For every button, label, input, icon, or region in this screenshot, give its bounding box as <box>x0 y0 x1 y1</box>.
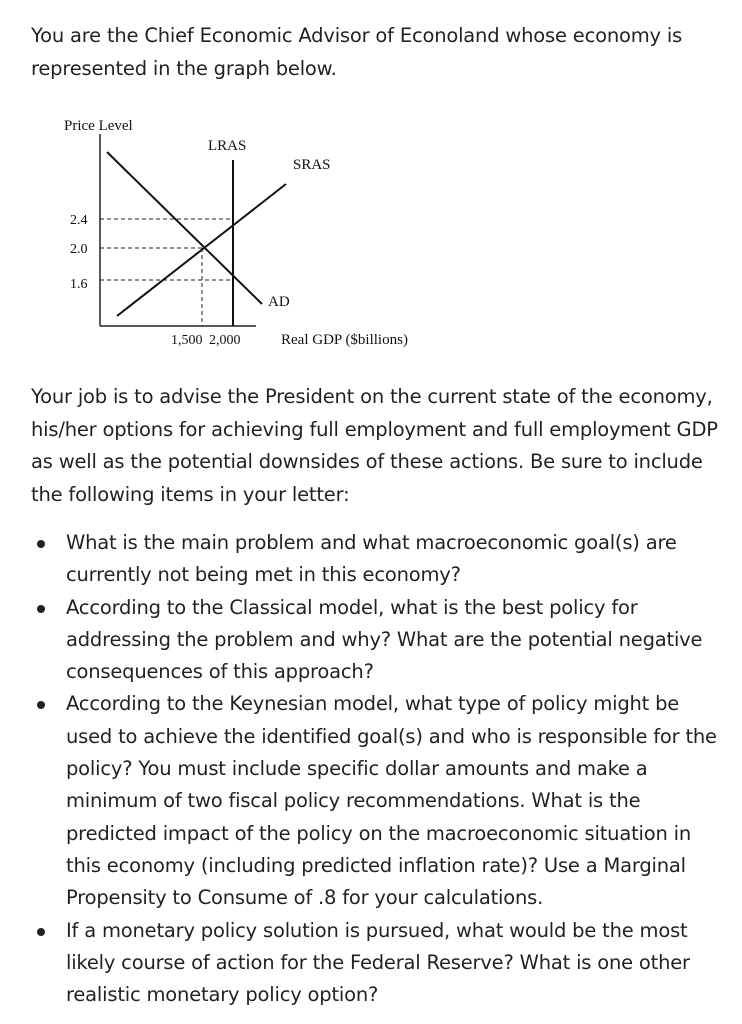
bullet-icon <box>37 701 45 709</box>
job-paragraph: Your job is to advise the President on the current state of the economy, his/her options for achieving full employment and full employment GDP as well as the potential downsides of these actions. Be sure to include the following items in your letter: <box>31 385 718 506</box>
bullet-icon <box>37 605 45 613</box>
list-item <box>0 688 742 914</box>
list-item <box>0 527 742 592</box>
sras-line <box>117 184 286 316</box>
list-item-text: According to the Keynesian model, what type of policy might be used to achieve the identified goal(s) and who is responsible for the policy? You must include specific dollar amounts and make a minimum of two fiscal policy recommendations. What is the predicted impact of the policy on the macroeconomic situation in this economy (including predicted inflation rate)? Use a Marginal Propensity to Consume of .8 for your calculations. <box>66 692 717 910</box>
list-item-text: According to the Classical model, what is the best policy for addressing the problem and why? What are the potential negative consequences of this approach? <box>66 595 703 684</box>
ad-line <box>107 152 262 304</box>
y-tick-label: 1.6 <box>70 277 88 292</box>
bullet-icon <box>37 928 45 936</box>
x-tick-label: 1,500 <box>171 333 203 348</box>
lras-label: LRAS <box>208 138 247 154</box>
requirements-list <box>0 527 742 1011</box>
x-tick-label: 2,000 <box>209 333 241 348</box>
list-item <box>0 592 742 689</box>
bullet-icon <box>37 540 45 548</box>
y-tick-label: 2.0 <box>70 242 88 257</box>
y-tick-label: 2.4 <box>70 213 88 228</box>
ad-label: AD <box>268 294 290 310</box>
list-item-text: If a monetary policy solution is pursued, what would be the most likely course of action for the Federal Reserve? What is one other realistic monetary policy option? <box>66 918 690 1007</box>
list-item-text: What is the main problem and what macroeconomic goal(s) are currently not being met in this economy? <box>66 531 677 587</box>
intro-paragraph: You are the Chief Economic Advisor of Econoland whose economy is represented in the graph below. <box>31 24 683 80</box>
y-axis-label: Price Level <box>64 118 133 134</box>
list-item <box>0 915 742 1012</box>
x-axis-label: Real GDP ($billions) <box>281 332 408 348</box>
sras-label: SRAS <box>293 157 331 173</box>
ad-as-graph <box>0 108 460 358</box>
